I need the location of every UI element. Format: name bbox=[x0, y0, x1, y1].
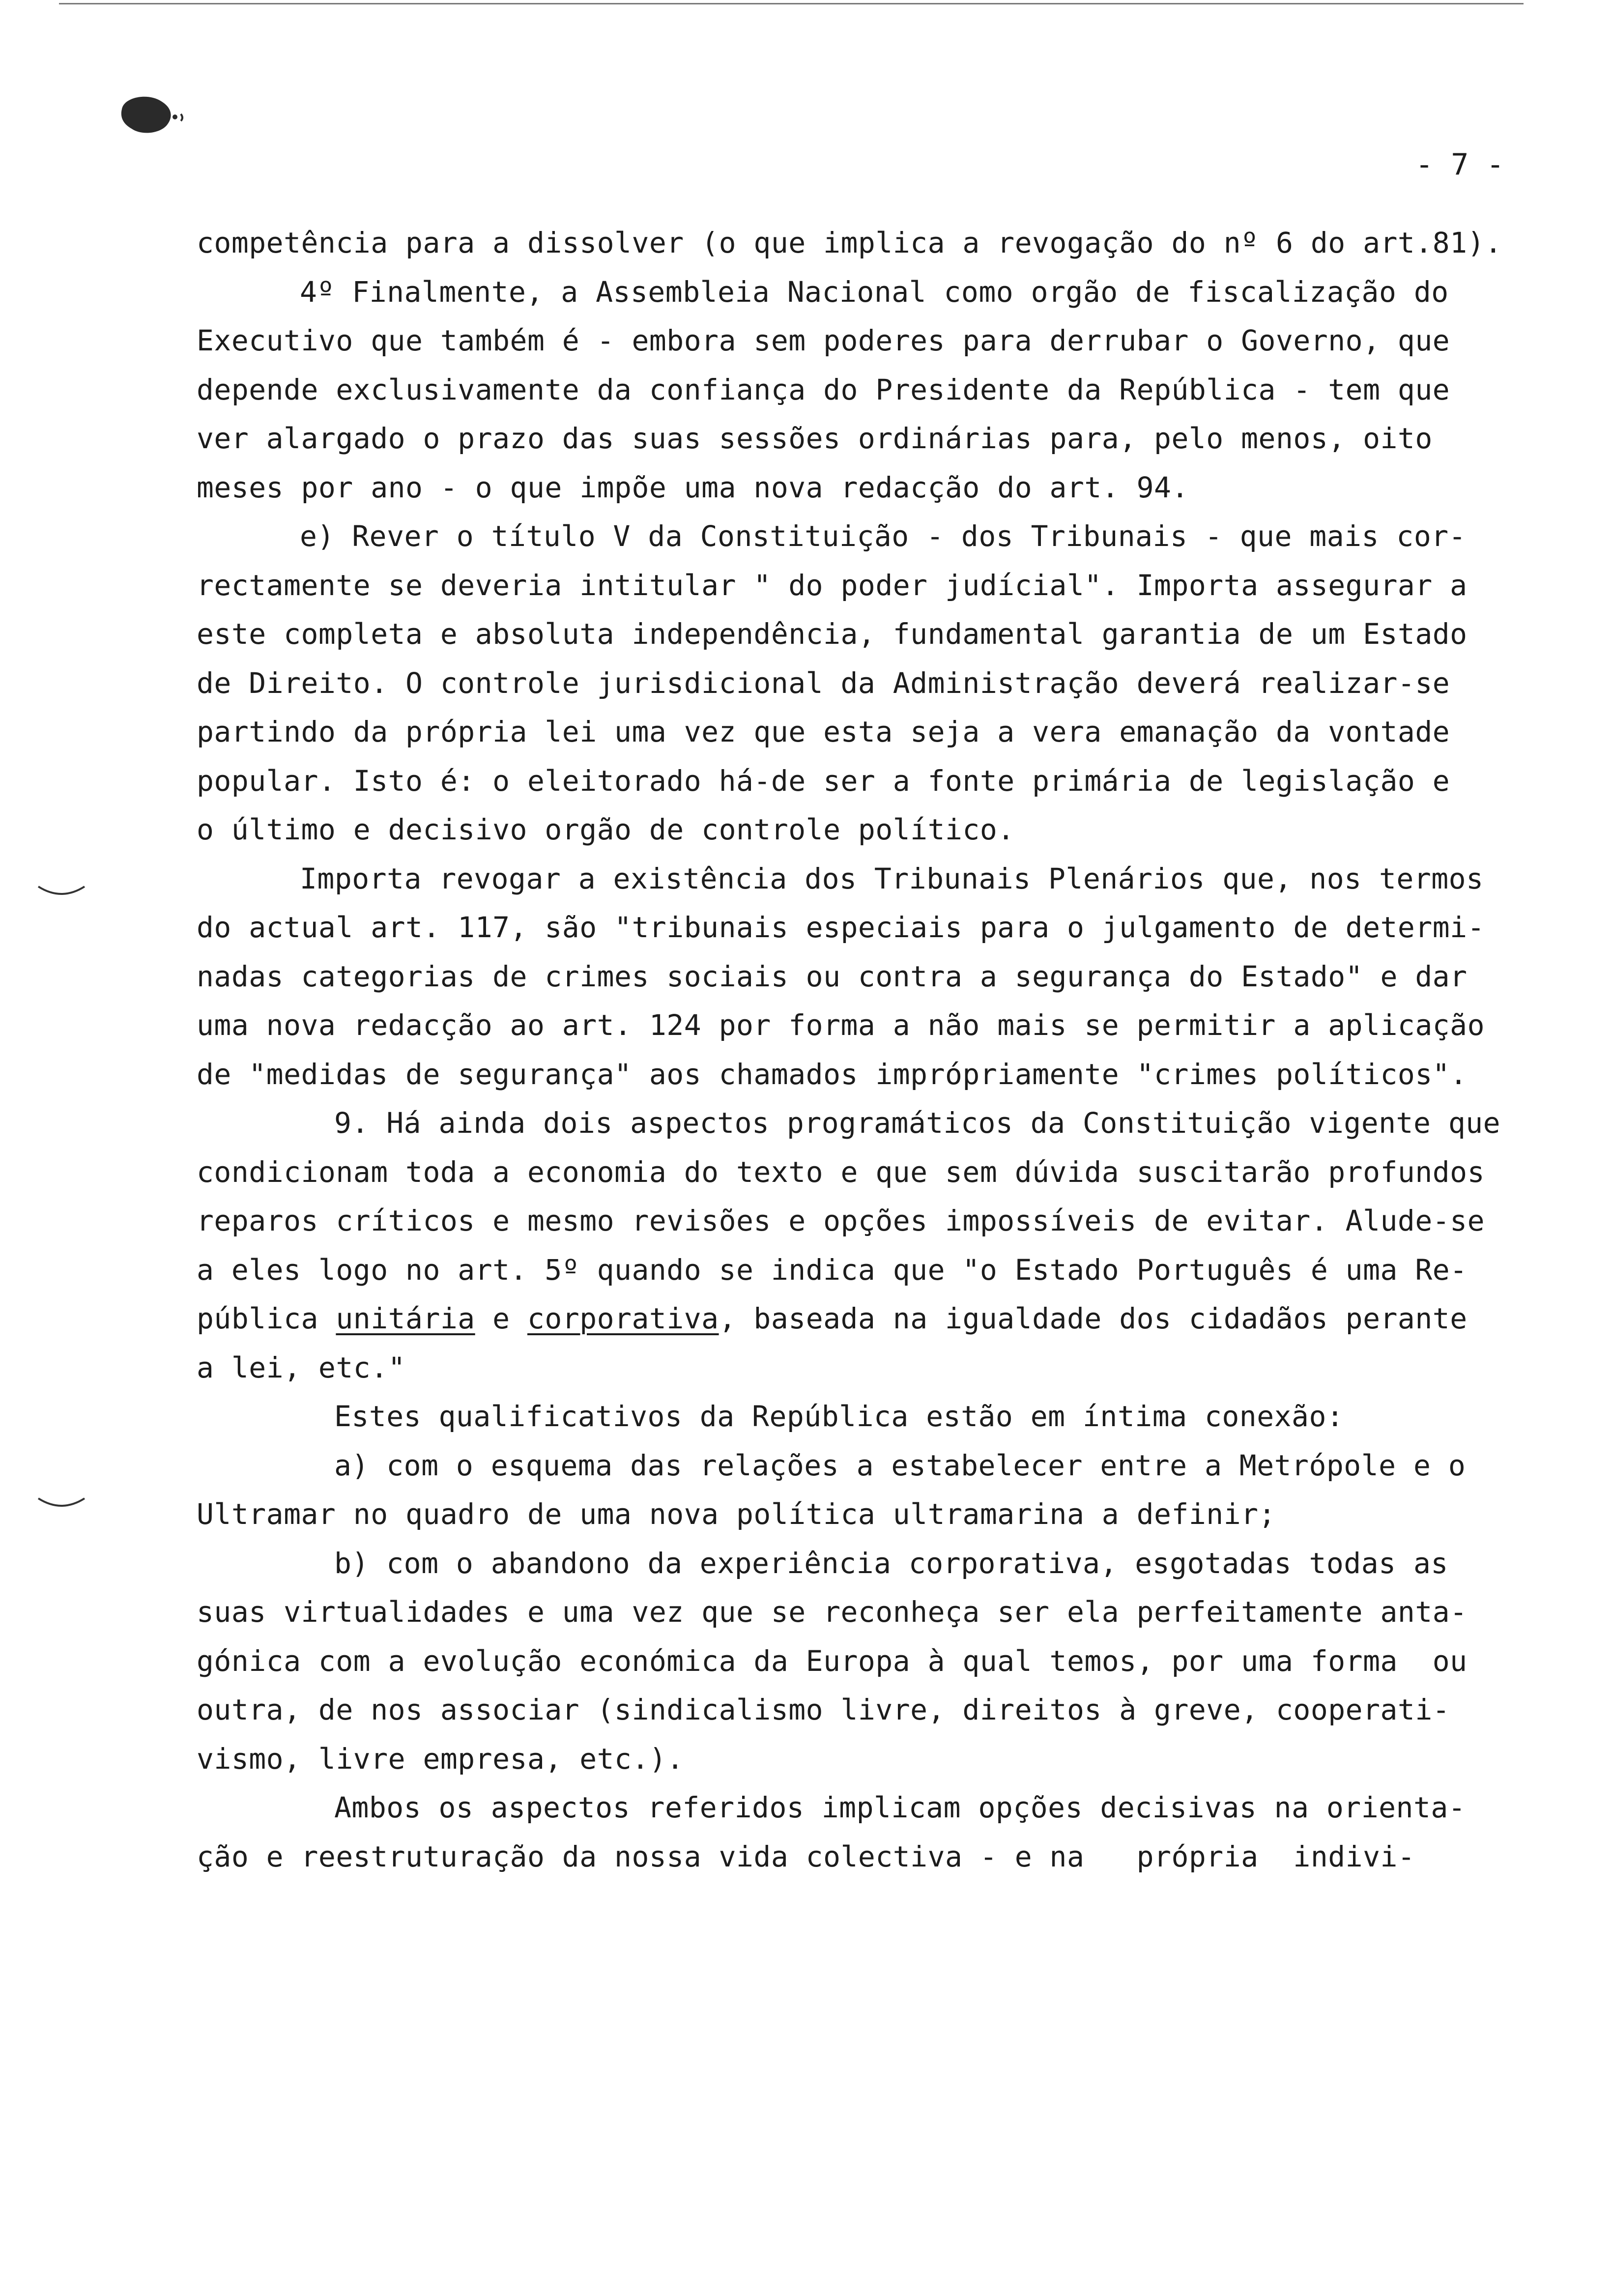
text-line bbox=[197, 414, 1433, 463]
line-text: , baseada na igualdade dos cidadãos perante bbox=[719, 1302, 1468, 1335]
text-line bbox=[197, 952, 1468, 1001]
page-number: - 7 - bbox=[1415, 147, 1504, 182]
text-line bbox=[197, 610, 1468, 659]
line-text: outra, de nos associar (sindicalismo livre, direitos à greve, cooperati- bbox=[197, 1693, 1450, 1726]
text-line bbox=[197, 757, 1450, 805]
line-text: e) Rever o título V da Constituição - dos Tribunais - que mais cor- bbox=[300, 519, 1467, 553]
text-line bbox=[197, 659, 1450, 708]
line-text: gónica com a evolução económica da Europa à qual temos, por uma forma ou bbox=[197, 1644, 1468, 1678]
text-line bbox=[197, 1001, 1485, 1050]
text-line bbox=[197, 561, 1468, 610]
line-text: este completa e absoluta independência, fundamental garantia de um Estado bbox=[197, 617, 1468, 651]
text-line bbox=[197, 805, 1015, 854]
margin-hole-mark bbox=[34, 880, 88, 904]
line-text: Estes qualificativos da República estão em íntima conexão: bbox=[334, 1400, 1344, 1433]
text-line bbox=[334, 1392, 1344, 1441]
line-text: Ambos os aspectos referidos implicam opções decisivas na orienta- bbox=[334, 1791, 1466, 1824]
text-line bbox=[197, 1344, 405, 1392]
line-text: suas virtualidades e uma vez que se reconheça ser ela perfeitamente anta- bbox=[197, 1595, 1468, 1629]
text-line bbox=[300, 855, 1484, 903]
underlined-term: corporativa bbox=[527, 1302, 719, 1335]
line-text: uma nova redacção ao art. 124 por forma a não mais se permitir a aplicação bbox=[197, 1008, 1485, 1042]
line-text: pública bbox=[197, 1302, 336, 1335]
text-line bbox=[197, 366, 1450, 414]
line-text: nadas categorias de crimes sociais ou contra a segurança do Estado" e dar bbox=[197, 959, 1468, 993]
line-text: a eles logo no art. 5º quando se indica que "o Estado Português é uma Re- bbox=[197, 1253, 1468, 1287]
line-text: Ultramar no quadro de uma nova política ultramarina a definir; bbox=[197, 1497, 1276, 1531]
line-text: de Direito. O controle jurisdicional da Administração deverá realizar-se bbox=[197, 666, 1450, 700]
line-text: o último e decisivo orgão de controle político. bbox=[197, 813, 1015, 846]
line-text: depende exclusivamente da confiança do Presidente da República - tem que bbox=[197, 373, 1450, 406]
text-line bbox=[334, 1783, 1466, 1832]
line-text: 9. Há ainda dois aspectos programáticos da Constituição vigente que bbox=[334, 1106, 1501, 1140]
text-line bbox=[300, 512, 1466, 561]
underlined-term: unitária bbox=[336, 1302, 475, 1335]
text-line bbox=[197, 1490, 1276, 1539]
text-line bbox=[197, 1686, 1450, 1734]
text-line bbox=[197, 903, 1485, 952]
text-line bbox=[197, 1588, 1468, 1636]
text-line bbox=[197, 1246, 1468, 1294]
text-line bbox=[300, 268, 1449, 316]
scan-top-edge-line bbox=[59, 3, 1524, 4]
text-line bbox=[334, 1441, 1466, 1490]
line-text: a) com o esquema das relações a estabelecer entre a Metrópole e o bbox=[334, 1448, 1466, 1482]
text-line bbox=[197, 463, 1189, 512]
text-line bbox=[197, 219, 1502, 267]
line-text: partindo da própria lei uma vez que esta seja a vera emanação da vontade bbox=[197, 715, 1450, 748]
line-text: 4º Finalmente, a Assembleia Nacional como orgão de fiscalização do bbox=[300, 275, 1449, 309]
line-text: Importa revogar a existência dos Tribunais Plenários que, nos termos bbox=[300, 861, 1484, 895]
line-text: rectamente se deveria intitular " do poder judícial". Importa assegurar a bbox=[197, 568, 1468, 602]
line-text: a lei, etc." bbox=[197, 1350, 406, 1384]
line-text: e bbox=[475, 1302, 527, 1335]
text-line bbox=[197, 1735, 684, 1783]
line-text: reparos críticos e mesmo revisões e opções impossíveis de evitar. Alude-se bbox=[197, 1204, 1485, 1237]
text-line bbox=[197, 1148, 1485, 1197]
text-line bbox=[197, 1294, 1468, 1343]
line-text: b) com o abandono da experiência corporativa, esgotadas todas as bbox=[334, 1546, 1448, 1580]
line-text: condicionam toda a economia do texto e que sem dúvida suscitarão profundos bbox=[197, 1155, 1485, 1189]
text-line bbox=[197, 316, 1450, 365]
text-line bbox=[334, 1099, 1500, 1148]
line-text: competência para a dissolver (o que implica a revogação do nº 6 do art.81). bbox=[197, 226, 1502, 259]
line-text: Executivo que também é - embora sem poderes para derrubar o Governo, que bbox=[197, 324, 1450, 357]
text-line bbox=[334, 1539, 1448, 1588]
line-text: meses por ano - o que impõe uma nova redacção do art. 94. bbox=[197, 470, 1189, 504]
margin-hole-mark bbox=[34, 1492, 88, 1516]
line-text: ver alargado o prazo das suas sessões ordinárias para, pelo menos, oito bbox=[197, 422, 1433, 455]
line-text: de "medidas de segurança" aos chamados imprópriamente "crimes políticos". bbox=[197, 1057, 1468, 1091]
line-text: do actual art. 117, são "tribunais especiais para o julgamento de determi- bbox=[197, 911, 1485, 944]
ink-blot-mark bbox=[113, 88, 187, 143]
text-line bbox=[197, 1833, 1415, 1881]
line-text: ção e reestruturação da nossa vida colectiva - e na própria indivi- bbox=[197, 1839, 1415, 1873]
line-text: popular. Isto é: o eleitorado há-de ser a fonte primária de legislação e bbox=[197, 764, 1450, 798]
text-line bbox=[197, 708, 1450, 756]
line-text: vismo, livre empresa, etc.). bbox=[197, 1742, 684, 1776]
text-line bbox=[197, 1637, 1468, 1686]
text-line bbox=[197, 1050, 1468, 1099]
text-line bbox=[197, 1197, 1485, 1245]
